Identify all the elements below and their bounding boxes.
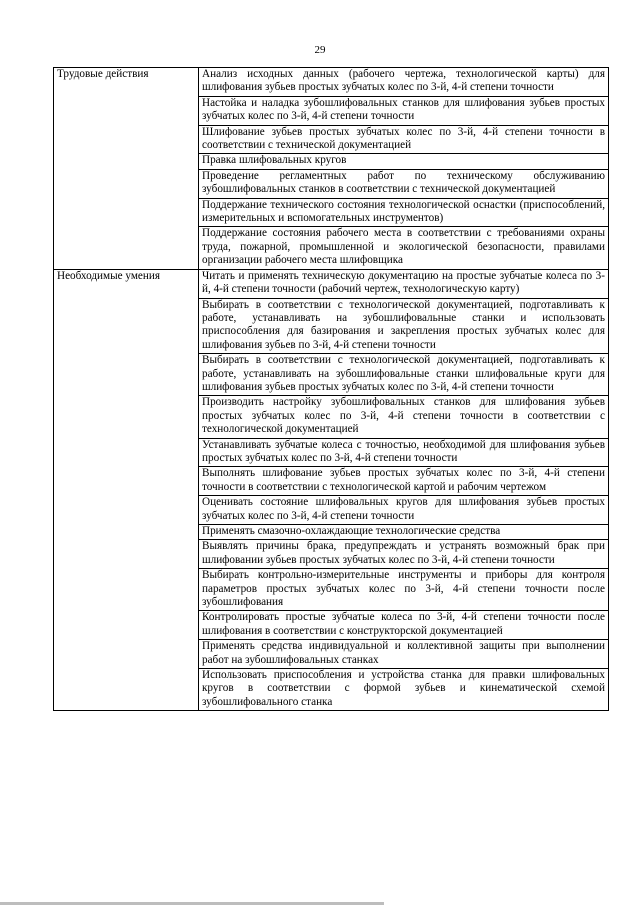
page-number: 29 [314, 44, 326, 56]
table-cell: Поддержание состояния рабочего места в соответствии с требованиями охраны труда, пожарной, промышленной и экологической безопасности, правилами организации рабочего места шлифовщика [199, 227, 609, 269]
table-cell: Шлифование зубьев простых зубчатых колес по 3-й, 4-й степени точности в соответствии с технической документацией [199, 125, 609, 154]
table-cell: Правка шлифовальных кругов [199, 154, 609, 169]
table-cell: Применять средства индивидуальной и коллективной защиты при выполнении работ на зубошлифовальных станках [199, 640, 609, 669]
table-cell: Анализ исходных данных (рабочего чертежа, технологической карты) для шлифования зубьев простых зубчатых колес по 3-й, 4-й степени точности [199, 68, 609, 97]
table-cell: Оценивать состояние шлифовальных кругов для шлифования зубьев простых зубчатых колес по 3-й, 4-й степени точности [199, 496, 609, 525]
section-title-labor-actions: Трудовые действия [54, 68, 199, 270]
table-cell: Настойка и наладка зубошлифовальных станков для шлифования зубьев простых зубчатых колес по 3-й, 4-й степени точности [199, 96, 609, 125]
table-cell: Выполнять шлифование зубьев простых зубчатых колес по 3-й, 4-й степени точности в соответствии с технологической картой и рабочим чертежом [199, 467, 609, 496]
table-cell: Выбирать в соответствии с технологической документацией, подготавливать к работе, устанавливать на зубошлифовальные станки и использовать приспособления для базирования и закрепления простых зубчатых колес для шлифования зубьев по 3-й, 4-й степени точности [199, 298, 609, 354]
table-cell: Читать и применять техническую документацию на простые зубчатые колеса по 3-й, 4-й степени точности (рабочий чертеж, технологическую карту) [199, 269, 609, 298]
table-row [54, 68, 609, 97]
table-cell: Применять смазочно-охлаждающие технологические средства [199, 525, 609, 540]
table-row [54, 269, 609, 298]
table-cell: Выбирать контрольно-измерительные инструменты и приборы для контроля параметров простых зубчатых колес по 3-й, 4-й степени точности после зубошлифования [199, 569, 609, 611]
table-cell: Производить настройку зубошлифовальных станков для шлифования зубьев простых зубчатых колес по 3-й, 4-й степени точности в соответствии с технологической документацией [199, 396, 609, 438]
table-cell: Контролировать простые зубчатые колеса по 3-й, 4-й степени точности после шлифования в соответствии с конструкторской документацией [199, 611, 609, 640]
table-cell: Выбирать в соответствии с технологической документацией, подготавливать к работе, устанавливать на зубошлифовальные станки шлифовальные круги для шлифования зубьев простых зубчатых колес по 3-й, 4-й степени точности [199, 354, 609, 396]
table-cell: Выявлять причины брака, предупреждать и устранять возможный брак при шлифовании зубьев простых зубчатых колес по 3-й, 4-й степени точности [199, 540, 609, 569]
table-cell: Устанавливать зубчатые колеса с точностью, необходимой для шлифования зубьев простых зубчатых колес по 3-й, 4-й степени точности [199, 438, 609, 467]
table-cell: Проведение регламентных работ по техническому обслуживанию зубошлифовальных станков в соответствии с технической документацией [199, 169, 609, 198]
section-title-required-skills: Необходимые умения [54, 269, 199, 711]
requirements-table [53, 67, 609, 711]
table-cell: Использовать приспособления и устройства станка для правки шлифовальных кругов в соответствии с формой зубьев и кинематической схемой зубошлифовального станка [199, 669, 609, 711]
table-cell: Поддержание технического состояния технологической оснастки (приспособлений, измерительных и вспомогательных инструментов) [199, 198, 609, 227]
